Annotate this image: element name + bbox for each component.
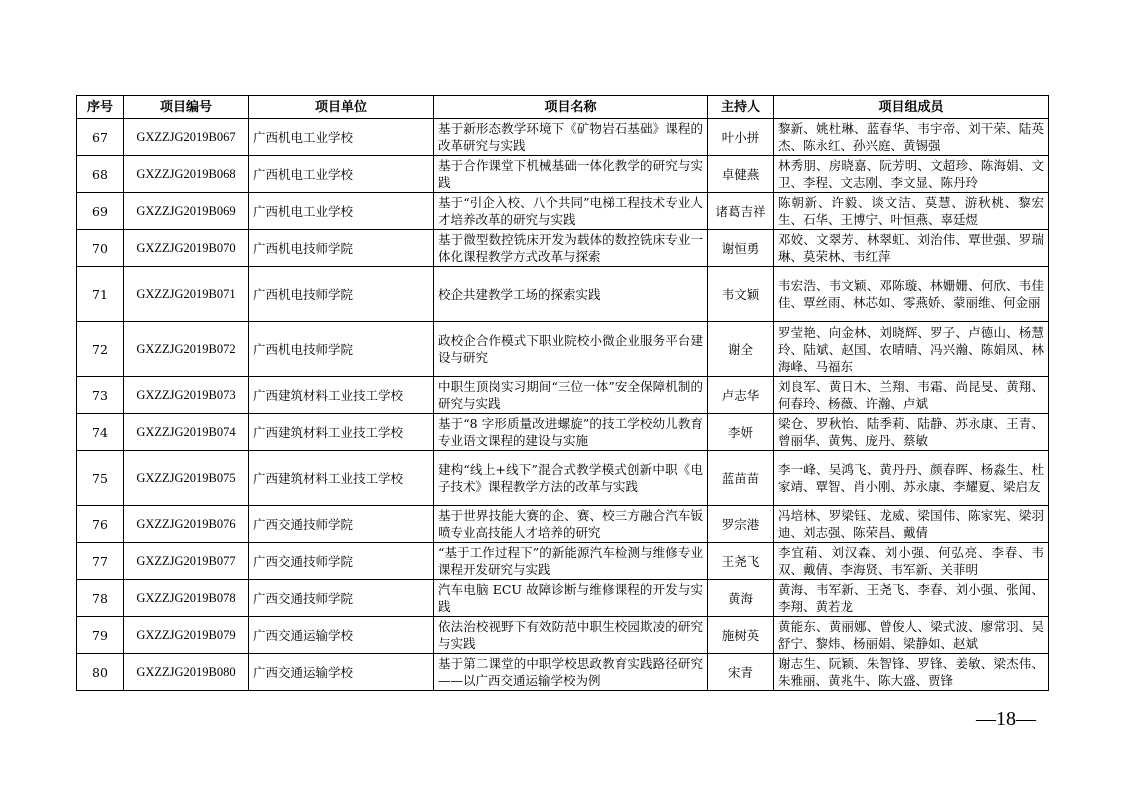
row-project-name: 校企共建教学工场的探索实践	[434, 267, 708, 322]
row-project-name: 中职生顶岗实习期间“三位一体”安全保障机制的研究与实践	[434, 377, 708, 414]
row-project-leader: 施树英	[708, 617, 774, 654]
row-index: 73	[77, 377, 124, 414]
row-project-members: 冯培林、罗梁钰、龙威、梁国伟、陈家宪、梁羽迪、刘志强、陈荣昌、戴倩	[774, 506, 1049, 543]
table-row	[77, 193, 1049, 230]
row-project-code: GXZZJG2019B076	[124, 506, 249, 543]
row-project-code: GXZZJG2019B072	[124, 322, 249, 377]
row-project-name: 基于世界技能大赛的企、赛、校三方融合汽车钣喷专业高技能人才培养的研究	[434, 506, 708, 543]
project-table	[76, 95, 1049, 691]
row-project-name: 基于微型数控铣床开发为载体的数控铣床专业一体化课程教学方式改革与探索	[434, 230, 708, 267]
row-project-code: GXZZJG2019B068	[124, 156, 249, 193]
row-project-leader: 王尧飞	[708, 543, 774, 580]
row-project-members: 韦宏浩、韦文颖、邓陈璇、林姗姗、何欣、韦佳佳、覃丝雨、林芯如、零燕娇、蒙丽维、何金丽	[774, 267, 1049, 322]
row-project-name: 基于“8 字形质量改进螺旋”的技工学校幼儿教育专业语文课程的建设与实施	[434, 414, 708, 451]
row-project-members: 林秀朋、房晓嘉、阮芳明、文超珍、陈海娟、文卫、李程、文志刚、李文显、陈丹玲	[774, 156, 1049, 193]
row-project-unit: 广西机电技师学院	[249, 230, 434, 267]
header-project-code: 项目编号	[124, 96, 249, 119]
row-project-members: 邓姣、文翠芳、林翠虹、刘治伟、覃世强、罗瑞琳、莫荣林、韦红萍	[774, 230, 1049, 267]
row-project-code: GXZZJG2019B077	[124, 543, 249, 580]
row-project-unit: 广西交通运输学校	[249, 654, 434, 691]
row-project-code: GXZZJG2019B067	[124, 119, 249, 156]
header-project-name: 项目名称	[434, 96, 708, 119]
row-index: 75	[77, 451, 124, 506]
row-project-members: 李宜葙、刘汉森、刘小强、何弘亮、李春、韦双、戴倩、李海贤、韦军新、关菲明	[774, 543, 1049, 580]
row-project-leader: 罗宗港	[708, 506, 774, 543]
table-row	[77, 451, 1049, 506]
row-index: 80	[77, 654, 124, 691]
header-project-leader: 主持人	[708, 96, 774, 119]
row-project-leader: 黄海	[708, 580, 774, 617]
row-project-name: 基于“引企入校、八个共同”电梯工程技术专业人才培养改革的研究与实践	[434, 193, 708, 230]
page-number: —18—	[976, 708, 1036, 730]
row-project-code: GXZZJG2019B080	[124, 654, 249, 691]
header-index: 序号	[77, 96, 124, 119]
table-row	[77, 506, 1049, 543]
row-project-leader: 李妍	[708, 414, 774, 451]
row-project-code: GXZZJG2019B069	[124, 193, 249, 230]
row-project-name: 基于第二课堂的中职学校思政教育实践路径研究——以广西交通运输学校为例	[434, 654, 708, 691]
table-row	[77, 377, 1049, 414]
table-row	[77, 654, 1049, 691]
row-project-code: GXZZJG2019B079	[124, 617, 249, 654]
row-project-unit: 广西机电技师学院	[249, 267, 434, 322]
row-project-leader: 叶小拼	[708, 119, 774, 156]
row-project-unit: 广西机电工业学校	[249, 193, 434, 230]
row-project-name: 建构“线上+线下”混合式教学模式创新中职《电子技术》课程教学方法的改革与实践	[434, 451, 708, 506]
row-index: 72	[77, 322, 124, 377]
row-project-members: 李一峰、吴鸿飞、黄丹丹、颜春晖、杨淼生、杜家靖、覃智、肖小刚、苏永康、李耀夏、梁启友	[774, 451, 1049, 506]
table-row	[77, 156, 1049, 193]
table-row	[77, 119, 1049, 156]
row-project-unit: 广西机电技师学院	[249, 322, 434, 377]
row-project-name: 汽车电脑 ECU 故障诊断与维修课程的开发与实践	[434, 580, 708, 617]
table-row	[77, 230, 1049, 267]
table-row	[77, 267, 1049, 322]
row-index: 76	[77, 506, 124, 543]
row-project-leader: 诸葛吉祥	[708, 193, 774, 230]
table-row	[77, 617, 1049, 654]
row-project-unit: 广西交通技师学院	[249, 506, 434, 543]
header-project-unit: 项目单位	[249, 96, 434, 119]
row-project-unit: 广西交通运输学校	[249, 617, 434, 654]
row-project-unit: 广西建筑材料工业技工学校	[249, 377, 434, 414]
row-project-name: “基于工作过程下”的新能源汽车检测与维修专业课程开发研究与实践	[434, 543, 708, 580]
row-project-members: 黄能东、黄丽娜、曾俊人、梁式波、廖常羽、吴舒宁、黎炜、杨丽娟、梁静如、赵斌	[774, 617, 1049, 654]
row-project-members: 黎新、姚杜琳、蓝春华、韦宇帝、刘干荣、陆英杰、陈永红、孙兴庭、黄锡强	[774, 119, 1049, 156]
row-project-leader: 宋青	[708, 654, 774, 691]
table-row	[77, 543, 1049, 580]
row-project-name: 依法治校视野下有效防范中职生校园欺凌的研究与实践	[434, 617, 708, 654]
row-project-unit: 广西交通技师学院	[249, 580, 434, 617]
row-index: 74	[77, 414, 124, 451]
row-project-unit: 广西建筑材料工业技工学校	[249, 414, 434, 451]
row-project-code: GXZZJG2019B078	[124, 580, 249, 617]
row-project-members: 谢志生、阮颖、朱智锋、罗锋、姜敏、梁杰伟、朱雅丽、黄兆牛、陈大盛、贾锋	[774, 654, 1049, 691]
row-project-code: GXZZJG2019B074	[124, 414, 249, 451]
row-project-unit: 广西建筑材料工业技工学校	[249, 451, 434, 506]
row-index: 68	[77, 156, 124, 193]
row-project-leader: 谢恒勇	[708, 230, 774, 267]
row-project-members: 陈朝新、许毅、谈文洁、莫慧、游秋桃、黎宏生、石华、王博宁、叶恒燕、辜廷煜	[774, 193, 1049, 230]
row-project-code: GXZZJG2019B071	[124, 267, 249, 322]
row-project-leader: 卓健燕	[708, 156, 774, 193]
row-project-name: 基于新形态教学环境下《矿物岩石基础》课程的改革研究与实践	[434, 119, 708, 156]
row-index: 69	[77, 193, 124, 230]
table-row	[77, 322, 1049, 377]
row-project-unit: 广西机电工业学校	[249, 156, 434, 193]
row-index: 71	[77, 267, 124, 322]
row-project-leader: 蓝苗苗	[708, 451, 774, 506]
row-index: 70	[77, 230, 124, 267]
row-project-unit: 广西机电工业学校	[249, 119, 434, 156]
row-index: 67	[77, 119, 124, 156]
row-project-leader: 谢全	[708, 322, 774, 377]
row-project-unit: 广西交通技师学院	[249, 543, 434, 580]
table-row	[77, 414, 1049, 451]
table-row	[77, 580, 1049, 617]
row-project-members: 刘良军、黄日木、兰翔、韦霜、尚昆旻、黄翔、何春玲、杨薇、许瀚、卢斌	[774, 377, 1049, 414]
row-index: 78	[77, 580, 124, 617]
table-header-row	[77, 96, 1049, 119]
row-project-code: GXZZJG2019B075	[124, 451, 249, 506]
row-project-leader: 韦文颖	[708, 267, 774, 322]
row-project-members: 黄海、韦军新、王尧飞、李春、刘小强、张闻、李翔、黄若龙	[774, 580, 1049, 617]
row-project-members: 罗莹艳、向金林、刘晓辉、罗子、卢德山、杨慧玲、陆斌、赵国、农晴晴、冯兴瀚、陈娟凤、林海峰、马福东	[774, 322, 1049, 377]
row-project-name: 政校企合作模式下职业院校小微企业服务平台建设与研究	[434, 322, 708, 377]
row-project-leader: 卢志华	[708, 377, 774, 414]
row-index: 77	[77, 543, 124, 580]
row-project-members: 梁仓、罗秋怡、陆季莉、陆静、苏永康、王青、曾丽华、黄隽、庞丹、蔡敏	[774, 414, 1049, 451]
row-project-code: GXZZJG2019B070	[124, 230, 249, 267]
row-index: 79	[77, 617, 124, 654]
row-project-code: GXZZJG2019B073	[124, 377, 249, 414]
row-project-name: 基于合作课堂下机械基础一体化教学的研究与实践	[434, 156, 708, 193]
header-project-members: 项目组成员	[774, 96, 1049, 119]
